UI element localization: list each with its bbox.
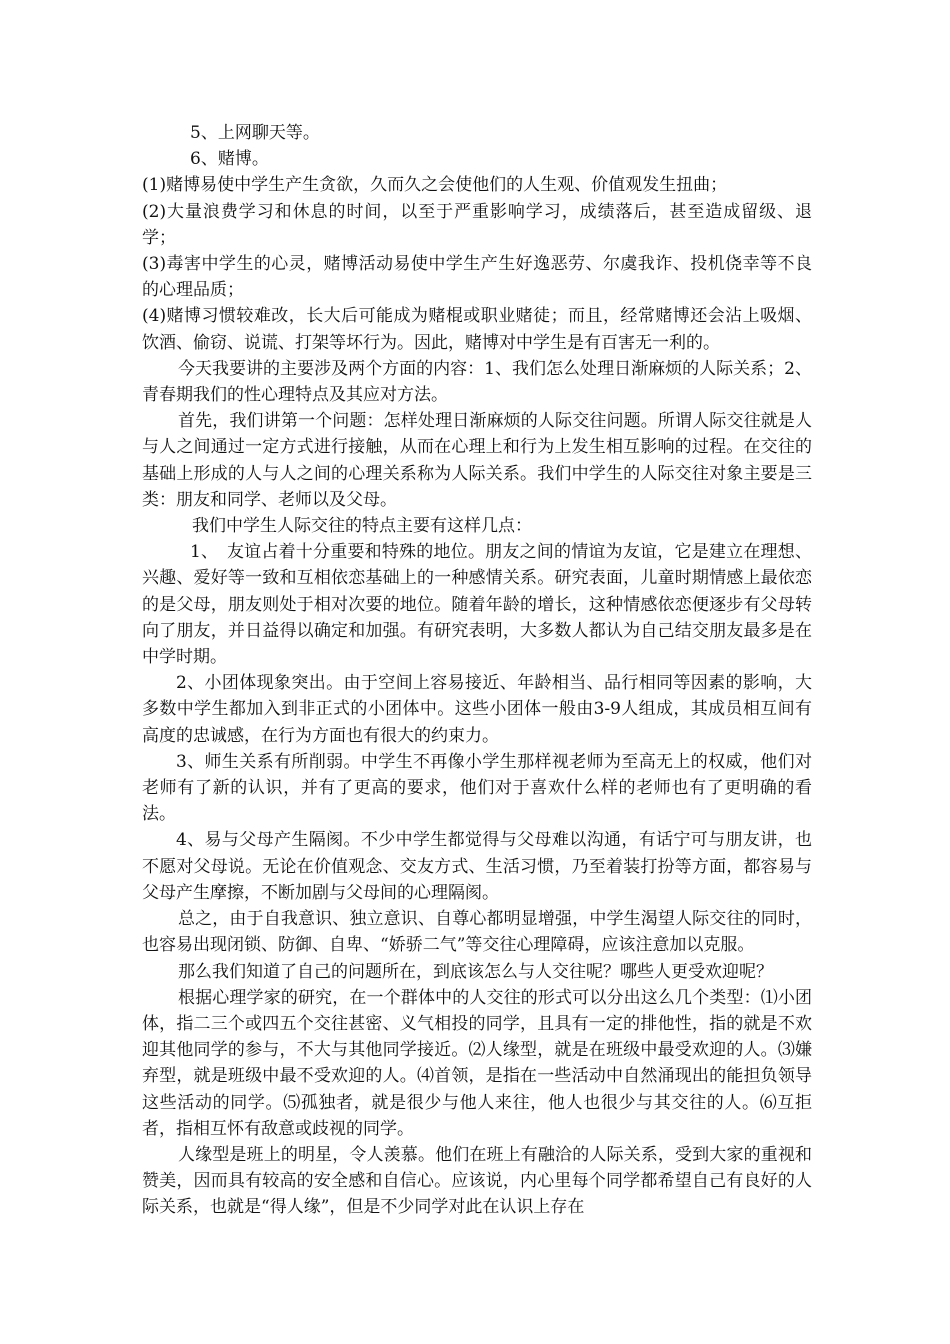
interpersonal-definition-paragraph: 首先，我们讲第一个问题：怎样处理日渐麻烦的人际交往问题。所谓人际交往就是人与人之间通过一定方式进行接触，从而在心理上和行为上发生相互影响的过程。在交往的基础上形成的人与人之间的心理关系称为人际关系。我们中学生的人际交往对象主要是三类：朋友和同学、老师以及父母。 xyxy=(142,411,812,510)
characteristic-4-parents: 4、易与父母产生隔阂。不少中学生都觉得与父母难以沟通，有话宁可与朋友讲，也不愿对父母说。无论在价值观念、交友方式、生活习惯，乃至着装打扮等方面，都容易与父母产生摩擦，不断加剧与父母间的心理隔阂。 xyxy=(142,830,812,903)
gambling-point-3: (3)毒害中学生的心灵，赌博活动易使中学生产生好逸恶劳、尔虞我诈、投机侥幸等不良的心理品质； xyxy=(142,254,812,301)
characteristic-3-teacher-relations: 3、师生关系有所削弱。中学生不再像小学生那样视老师为至高无上的权威，他们对老师有了新的认识，并有了更高的要求，他们对于喜欢什么样的老师也有了更明确的看法。 xyxy=(142,751,812,825)
document-body xyxy=(142,120,812,1221)
list-heading-6: 6、赌博。 xyxy=(190,149,269,170)
characteristics-intro: 我们中学生人际交往的特点主要有这样几点： xyxy=(192,516,532,537)
list-heading-5: 5、上网聊天等。 xyxy=(190,123,320,143)
gambling-point-1: (1)赌博易使中学生产生贪欲，久而久之会使他们的人生观、价值观发生扭曲； xyxy=(142,175,728,196)
summary-paragraph: 总之，由于自我意识、独立意识、自尊心都明显增强，中学生渴望人际交往的同时，也容易出现闭锁、防御、自卑、“娇骄二气”等交往心理障碍，应该注意加以克服。 xyxy=(142,909,812,956)
characteristic-1-friendship: 1、 友谊占着十分重要和特殊的地位。朋友之间的情谊为友谊，它是建立在理想、兴趣、爱好等一致和互相依恋基础上的一种感情关系。研究表面，儿童时期情感上最依恋的是父母，朋友则处于相对次要的地位。随着年龄的增长，这种情感依恋便逐步有父母转向了朋友，并日益得以确定和加强。有研究表明，大多数人都认为自己结交朋友最多是在中学时期。 xyxy=(142,542,812,668)
question-paragraph: 那么我们知道了自己的问题所在，到底该怎么与人交往呢？哪些人更受欢迎呢？ xyxy=(178,961,773,982)
types-paragraph: 根据心理学家的研究，在一个群体中的人交往的形式可以分出这么几个类型：⑴小团体，指二三个或四五个交往甚密、义气相投的同学，且具有一定的排他性，指的就是不欢迎其他同学的参与，不大与其他同学接近。⑵人缘型，就是在班级中最受欢迎的人。⑶嫌弃型，就是班级中最不受欢迎的人。⑷首领，是指在一些活动中自然涌现出的能担负领导这些活动的同学。⑸孤独者，就是很少与他人来往，他人也很少与其交往的人。⑹互拒者，指相互怀有敌意或歧视的同学。 xyxy=(142,987,812,1139)
gambling-point-4: (4)赌博习惯较难改，长大后可能成为赌棍或职业赌徒；而且，经常赌博还会沾上吸烟、饮酒、偷窃、说谎、打架等坏行为。因此，赌博对中学生是有百害无一利的。 xyxy=(142,306,812,353)
gambling-point-2: (2)大量浪费学习和休息的时间，以至于严重影响学习，成绩落后，甚至造成留级、退学； xyxy=(142,201,812,248)
characteristic-2-small-groups: 2、小团体现象突出。由于空间上容易接近、年龄相当、品行相同等因素的影响，大多数中学生都加入到非正式的小团体中。这些小团体一般由3-9人组成，其成员相互间有高度的忠诚感，在行为方面也有很大的约束力。 xyxy=(142,673,812,746)
topic-intro-paragraph: 今天我要讲的主要涉及两个方面的内容：1、我们怎么处理日渐麻烦的人际关系；2、青春期我们的性心理特点及其应对方法。 xyxy=(142,358,812,406)
popular-type-paragraph: 人缘型是班上的明星，令人羡慕。他们在班上有融洽的人际关系，受到大家的重视和赞美，因而具有较高的安全感和自信心。应该说，内心里每个同学都希望自己有良好的人际关系，也就是“得人缘”，但是不少同学对此在认识上存在 xyxy=(142,1144,812,1218)
